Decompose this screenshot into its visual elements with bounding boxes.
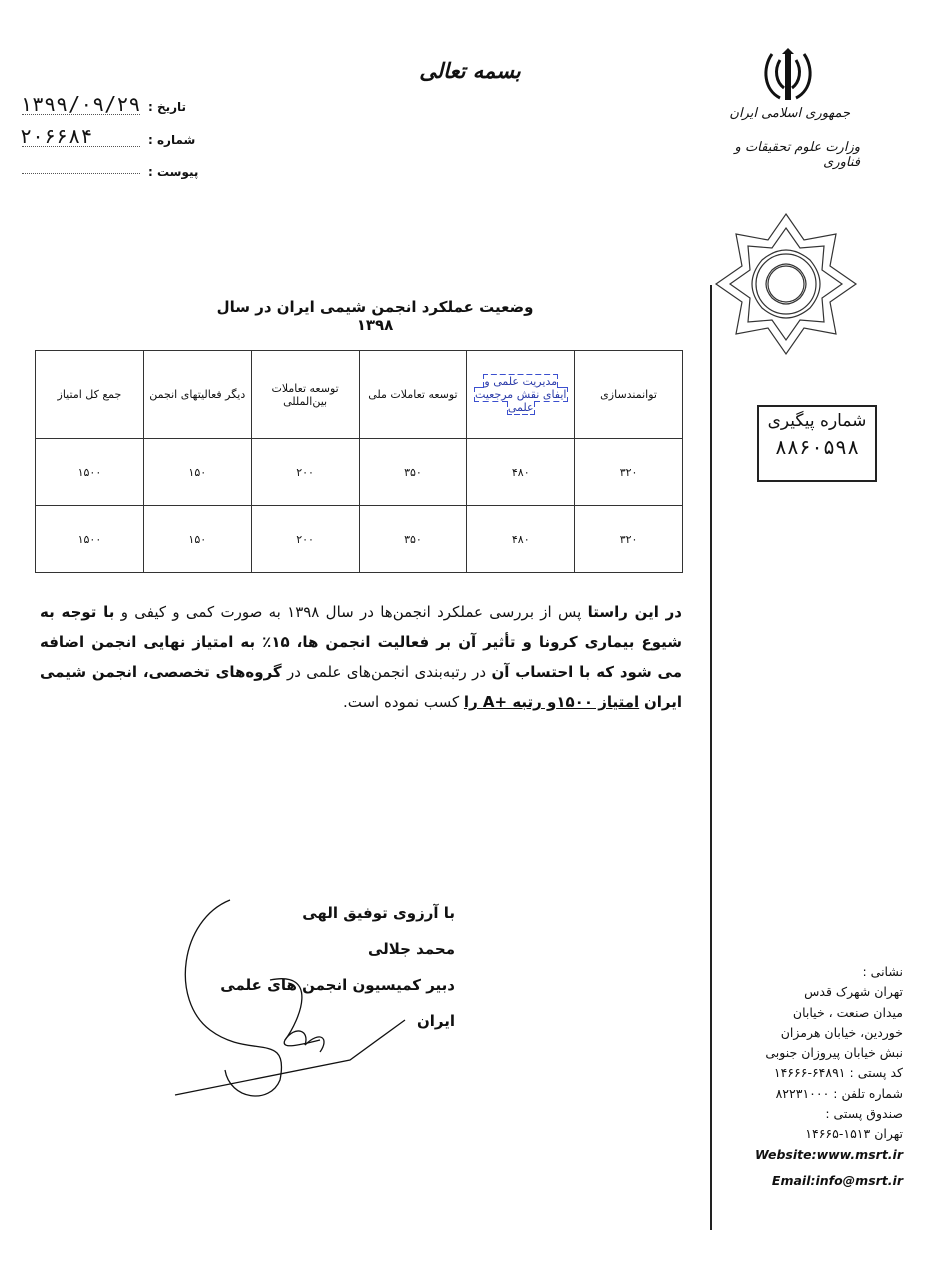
address-block (715, 962, 903, 1191)
date-dotted-line (22, 114, 140, 115)
signature-block (190, 895, 455, 1039)
table-cell: ۳۲۰ (575, 506, 683, 573)
iran-emblem-logo (758, 46, 818, 106)
ministry-line-2: وزارت علوم تحقیقات و فناوری (734, 140, 860, 170)
header-scientific-management: مدیریت علمی و ایفای نقش مرجعیت علمی (467, 351, 575, 439)
body-text-2: در رتبه‌بندی انجمن‌های علمی در (281, 663, 492, 681)
signature-greeting: با آرزوی توفیق الهی (302, 904, 455, 922)
ministry-line-1: جمهوری اسلامی ایران (729, 106, 850, 121)
body-text-1: پس از بررسی عملکرد انجمن‌ها در سال ۱۳۹۸ به صورت کمی و کیفی و (114, 603, 588, 621)
islamic-ornament-icon (712, 210, 860, 358)
address-line: شماره تلفن : ۸۲۲۳۱۰۰۰ (775, 1085, 903, 1101)
body-bold-1: در این راستا (587, 603, 682, 621)
number-label: شماره : (148, 133, 196, 147)
table-cell: ۱۵۰ (143, 439, 251, 506)
vertical-divider (710, 285, 712, 1230)
performance-table (35, 350, 683, 573)
body-bold-3: گروه‌های تخصصی، انجمن شیمی ایران (40, 663, 682, 711)
document-title: وضعیت عملکرد انجمن شیمی ایران در سال ۱۳۹۸ (216, 298, 534, 334)
invocation: بسمه تعالی (419, 58, 521, 83)
table-cell: ۲۰۰ (251, 439, 359, 506)
table-cell: ۴۸۰ (467, 439, 575, 506)
table-cell: ۱۵۰ (143, 506, 251, 573)
body-bold-2: با توجه به شیوع بیماری کرونا و تأثیر آن بر فعالیت انجمن ها، ۱۵٪ به امتیاز نهایی انجمن اضافه می شود که با احتساب آن (40, 603, 682, 681)
table-row (36, 506, 683, 573)
tracking-label: شماره پیگیری (767, 411, 867, 431)
address-label: نشانی : (862, 964, 903, 979)
address-line: تهران شهرک قدس (804, 984, 903, 1000)
table-cell: ۳۵۰ (359, 439, 467, 506)
tracking-number-box (757, 405, 877, 482)
table-cell: ۳۲۰ (575, 439, 683, 506)
signer-name: محمد جلالی (367, 940, 455, 958)
address-line: نبش خیابان پیروزان جنوبی (765, 1045, 903, 1061)
header-other-activities: دیگر فعالیتهای انجمن (143, 351, 251, 439)
date-label: تاریخ : (148, 100, 187, 114)
date-value: ۱۳۹۹/۰۹/۲۹ (20, 92, 141, 116)
table-cell: ۱۵۰۰ (36, 506, 144, 573)
header-national-interactions: توسعه تعاملات ملی (359, 351, 467, 439)
header-international-interactions: توسعه تعاملات بین‌المللی (251, 351, 359, 439)
table-cell: ۲۰۰ (251, 506, 359, 573)
attachment-dotted-line (22, 173, 140, 174)
address-line: تهران ۱۵۱۳-۱۴۶۶۵ (805, 1126, 903, 1142)
table-cell: ۱۵۰۰ (36, 439, 144, 506)
table-cell: ۳۵۰ (359, 506, 467, 573)
tracking-value: ۸۸۶۰۵۹۸ (774, 435, 860, 459)
header-total-score: جمع کل امتیاز (36, 351, 144, 439)
address-line: میدان صنعت ، خیابان (792, 1004, 903, 1020)
header-empowerment: توانمندسازی (575, 351, 683, 439)
signer-position: دبیر کمیسیون انجمن های علمی ایران (220, 976, 455, 1030)
attachment-label: پیوست : (148, 165, 199, 179)
address-line: کد پستی : ۶۴۸۹۱-۱۴۶۶۶ (773, 1065, 903, 1081)
table-header-row (36, 351, 683, 439)
address-line: صندوق پستی : (825, 1106, 903, 1122)
number-dotted-line (22, 146, 140, 147)
body-paragraph (40, 597, 682, 717)
table-row (36, 439, 683, 506)
table-cell: ۴۸۰ (467, 506, 575, 573)
website-link[interactable]: Website:www.msrt.ir (755, 1146, 903, 1162)
email-link[interactable]: Email:info@msrt.ir (771, 1172, 903, 1188)
body-text-3: کسب نموده است. (342, 693, 464, 711)
body-score-underlined: امتیاز ۱۵۰۰و رتبه +A را (463, 693, 640, 711)
number-value: ۲۰۶۶۸۴ (20, 124, 93, 148)
address-line: خوردین، خیابان هرمزان (780, 1024, 903, 1040)
